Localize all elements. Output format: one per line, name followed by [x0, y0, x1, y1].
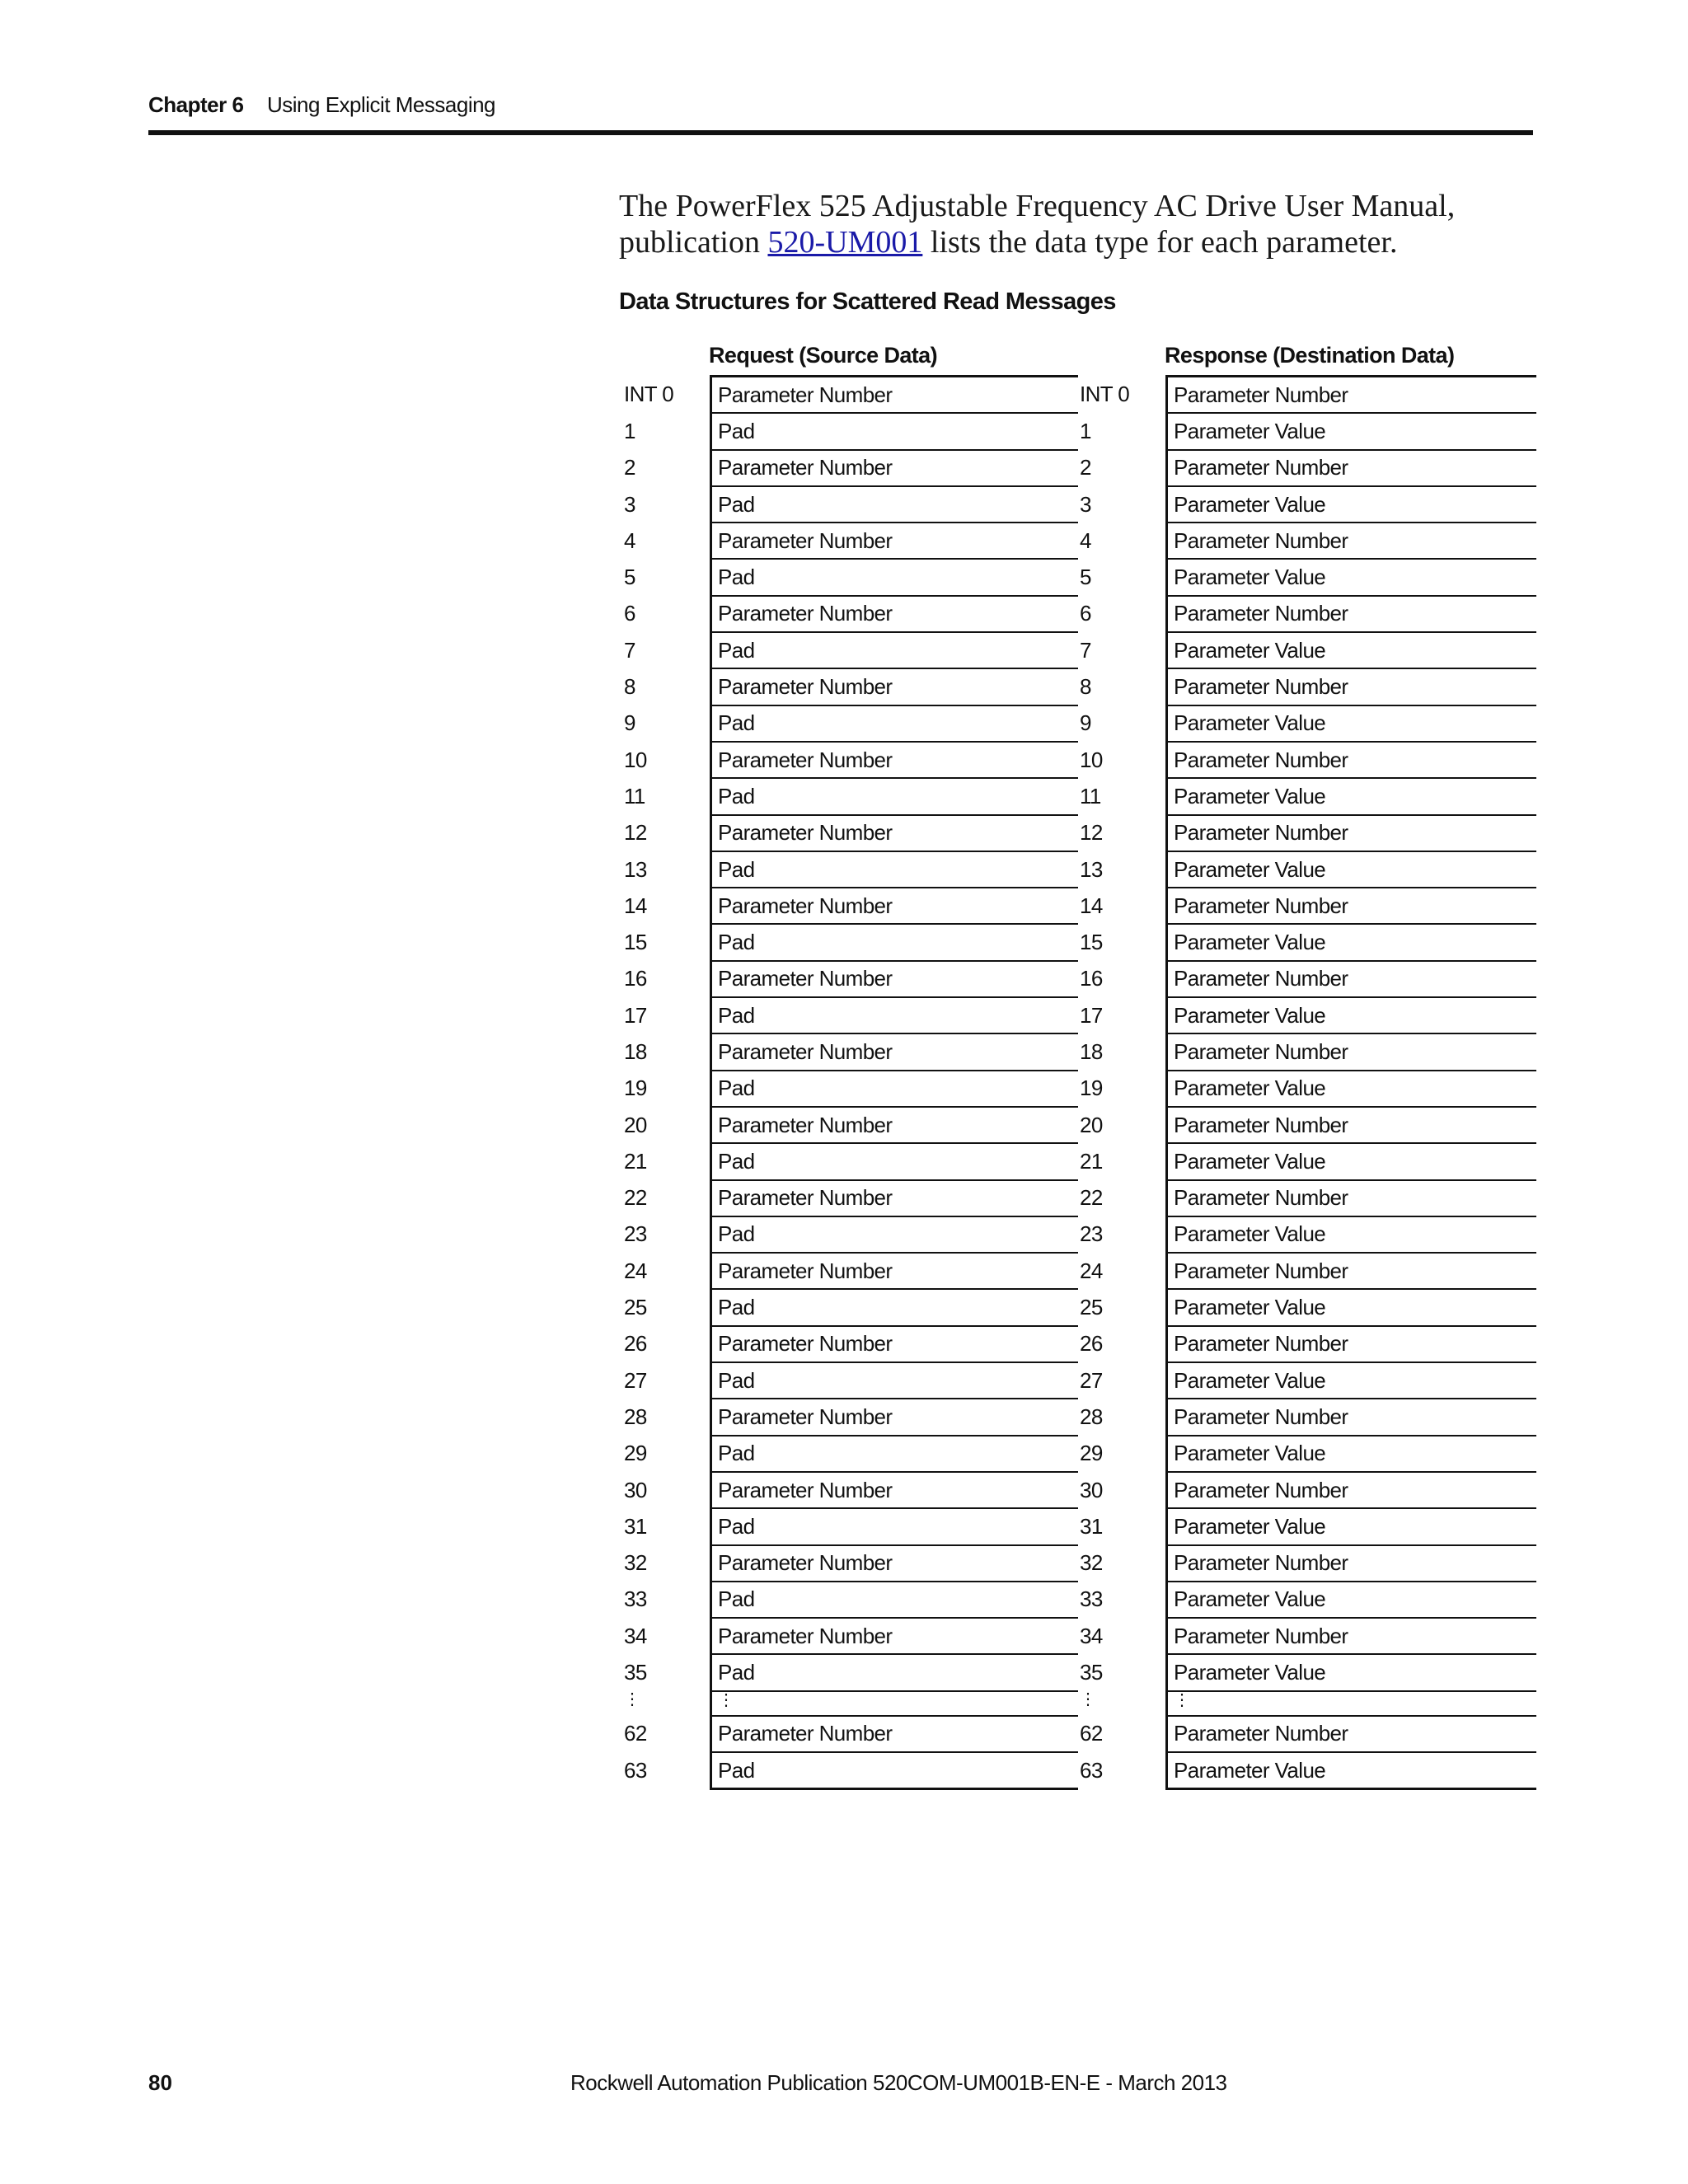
- word-content: Parameter Value: [1167, 1143, 1537, 1179]
- table-row: [619, 596, 1078, 632]
- word-index: 1: [1080, 418, 1091, 443]
- table-row: [619, 486, 1078, 523]
- word-index: 35: [1080, 1660, 1103, 1685]
- table-row: [619, 377, 1078, 414]
- table-row: [619, 632, 1078, 668]
- word-content: Pad: [711, 1752, 1079, 1789]
- word-index: 15: [624, 930, 647, 955]
- table-row: [1075, 1618, 1536, 1654]
- word-index: 19: [1080, 1076, 1103, 1101]
- table-row: [1075, 1033, 1536, 1070]
- word-content: Pad: [711, 1582, 1079, 1618]
- word-index: 9: [1080, 710, 1091, 736]
- table-row: [1075, 851, 1536, 888]
- table-row: [619, 523, 1078, 559]
- word-content: Pad: [711, 413, 1079, 449]
- table-row: [619, 1253, 1078, 1289]
- word-content: Parameter Number: [711, 1716, 1079, 1752]
- word-index: 22: [1080, 1185, 1103, 1211]
- table-row: [619, 1362, 1078, 1399]
- word-index: 24: [1080, 1258, 1103, 1283]
- word-index: 11: [1080, 783, 1101, 808]
- word-index: 31: [1080, 1513, 1103, 1539]
- table-row: [1075, 742, 1536, 778]
- word-index: 20: [624, 1112, 647, 1137]
- table-row: [619, 742, 1078, 778]
- table-row: [1075, 1436, 1536, 1472]
- word-content: Parameter Number: [1167, 1180, 1537, 1216]
- word-content: Parameter Value: [1167, 1289, 1537, 1325]
- word-content: Pad: [711, 486, 1079, 523]
- word-content: Parameter Number: [711, 1326, 1079, 1362]
- word-index: 14: [624, 893, 647, 918]
- word-content: Pad: [711, 1362, 1079, 1399]
- word-content: Parameter Number: [711, 815, 1079, 851]
- word-content: Parameter Value: [1167, 924, 1537, 960]
- word-content: Parameter Number: [1167, 668, 1537, 705]
- word-content: Parameter Number: [711, 1618, 1079, 1654]
- table-row: [1075, 632, 1536, 668]
- word-content: Parameter Value: [1167, 851, 1537, 888]
- response-heading: Response (Destination Data): [1165, 343, 1455, 368]
- word-content: Pad: [711, 924, 1079, 960]
- table-row: [1075, 559, 1536, 595]
- word-content: Parameter Number: [1167, 888, 1537, 924]
- word-index: 4: [624, 527, 635, 553]
- word-index: 17: [1080, 1002, 1103, 1028]
- table-row: [619, 888, 1078, 924]
- table-row: [619, 1618, 1078, 1654]
- table-row: [1075, 523, 1536, 559]
- table-row: [619, 961, 1078, 997]
- word-index: 35: [624, 1660, 647, 1685]
- word-content: Parameter Number: [1167, 1472, 1537, 1508]
- table-row: [1075, 1508, 1536, 1544]
- word-content: Parameter Number: [1167, 450, 1537, 486]
- table-row: [1075, 1180, 1536, 1216]
- word-index: 1: [624, 418, 635, 443]
- table-row: [619, 1472, 1078, 1508]
- table-row: [1075, 668, 1536, 705]
- table-row: [1075, 997, 1536, 1033]
- word-content: ⋮: [711, 1691, 1079, 1716]
- word-index: 17: [624, 1002, 647, 1028]
- word-index: 18: [624, 1038, 647, 1064]
- table-row: [619, 1180, 1078, 1216]
- word-index: 34: [1080, 1623, 1103, 1648]
- table-row: [1075, 888, 1536, 924]
- table-row: [619, 413, 1078, 449]
- word-index: 15: [1080, 930, 1103, 955]
- word-index: 7: [624, 637, 635, 663]
- table-row: [1075, 1716, 1536, 1752]
- table-row: [1075, 377, 1536, 414]
- table-title: Data Structures for Scattered Read Messages: [619, 288, 1116, 315]
- page-number: 80: [148, 2070, 172, 2095]
- word-index: 25: [1080, 1295, 1103, 1320]
- word-content: Parameter Number: [711, 742, 1079, 778]
- publication-footer: Rockwell Automation Publication 520COM-UM001B-EN-E - March 2013: [570, 2070, 1227, 2095]
- word-index: 33: [1080, 1586, 1103, 1612]
- word-content: Parameter Number: [711, 1180, 1079, 1216]
- word-index: 8: [1080, 674, 1091, 700]
- word-index: 25: [624, 1295, 647, 1320]
- word-index: 5: [624, 565, 635, 590]
- table-row: [619, 450, 1078, 486]
- word-index: 29: [624, 1441, 647, 1466]
- word-content: Parameter Value: [1167, 1582, 1537, 1618]
- word-content: Parameter Value: [1167, 413, 1537, 449]
- word-content: Parameter Number: [711, 888, 1079, 924]
- table-row: [619, 1436, 1078, 1472]
- table-row: [619, 1582, 1078, 1618]
- word-index: 28: [624, 1404, 647, 1429]
- table-row: [619, 815, 1078, 851]
- word-content: Pad: [711, 851, 1079, 888]
- word-content: Parameter Number: [1167, 1545, 1537, 1582]
- word-index: 32: [624, 1550, 647, 1576]
- word-content: Parameter Number: [1167, 742, 1537, 778]
- word-content: Parameter Value: [1167, 997, 1537, 1033]
- table-row: [619, 1289, 1078, 1325]
- word-index: 6: [1080, 601, 1091, 626]
- word-content: Parameter Number: [1167, 523, 1537, 559]
- table-row: [619, 1508, 1078, 1544]
- word-content: Parameter Number: [1167, 1399, 1537, 1435]
- word-index: 16: [624, 966, 647, 991]
- word-index: 28: [1080, 1404, 1103, 1429]
- word-index: 63: [1080, 1757, 1103, 1783]
- word-content: Parameter Value: [1167, 1362, 1537, 1399]
- word-index: 14: [1080, 893, 1103, 918]
- word-content: Parameter Number: [1167, 1326, 1537, 1362]
- table-row: [619, 1399, 1078, 1435]
- table-row: [1075, 596, 1536, 632]
- word-content: Parameter Number: [1167, 815, 1537, 851]
- table-row: [1075, 961, 1536, 997]
- table-row: [1075, 815, 1536, 851]
- word-index: 30: [624, 1477, 647, 1502]
- word-index: 32: [1080, 1550, 1103, 1576]
- word-content: Pad: [711, 1071, 1079, 1107]
- word-index: 62: [624, 1721, 647, 1746]
- word-content: Parameter Number: [1167, 1618, 1537, 1654]
- word-index: 21: [624, 1148, 647, 1174]
- word-content: Pad: [711, 705, 1079, 742]
- word-index: 29: [1080, 1441, 1103, 1466]
- word-content: Parameter Number: [711, 377, 1079, 414]
- word-index: 34: [624, 1623, 647, 1648]
- word-index: 23: [1080, 1221, 1103, 1247]
- word-content: Parameter Number: [711, 1472, 1079, 1508]
- word-index: 18: [1080, 1038, 1103, 1064]
- table-row: [1075, 1545, 1536, 1582]
- table-row: [619, 1691, 1078, 1716]
- chapter-title: Using Explicit Messaging: [267, 92, 496, 117]
- page-header: [148, 92, 1533, 135]
- word-content: Parameter Value: [1167, 559, 1537, 595]
- word-content: Parameter Value: [1167, 1071, 1537, 1107]
- word-content: Parameter Number: [711, 961, 1079, 997]
- word-content: ⋮: [1167, 1691, 1537, 1716]
- table-row: [619, 851, 1078, 888]
- intro-text-after: lists the data type for each parameter.: [922, 225, 1398, 260]
- word-content: Pad: [711, 1654, 1079, 1690]
- table-row: [619, 668, 1078, 705]
- table-row: [619, 1033, 1078, 1070]
- table-row: [619, 559, 1078, 595]
- word-content: Pad: [711, 1143, 1079, 1179]
- word-content: Parameter Value: [1167, 1508, 1537, 1544]
- table-row: [1075, 1253, 1536, 1289]
- word-index: 26: [624, 1331, 647, 1357]
- response-table: [1075, 375, 1536, 1790]
- word-index: 30: [1080, 1477, 1103, 1502]
- table-row: [1075, 1582, 1536, 1618]
- table-row: [1075, 1752, 1536, 1789]
- word-index: 31: [624, 1513, 647, 1539]
- table-row: [619, 1545, 1078, 1582]
- word-index: INT 0: [624, 382, 674, 407]
- word-index: 26: [1080, 1331, 1103, 1357]
- word-content: Parameter Number: [711, 450, 1079, 486]
- table-row: [1075, 450, 1536, 486]
- word-content: Parameter Number: [1167, 596, 1537, 632]
- table-row: [1075, 1071, 1536, 1107]
- intro-text-before: The PowerFlex 525 Adjustable Frequency AC Drive User Manual, publication: [619, 189, 1456, 260]
- table-row: [1075, 1362, 1536, 1399]
- word-content: Parameter Number: [1167, 1716, 1537, 1752]
- word-index: 27: [624, 1367, 647, 1393]
- table-row: [619, 705, 1078, 742]
- word-content: Pad: [711, 1216, 1079, 1253]
- word-index: 7: [1080, 637, 1091, 663]
- word-content: Parameter Value: [1167, 1752, 1537, 1789]
- table-row: [1075, 413, 1536, 449]
- word-index: 10: [1080, 747, 1103, 772]
- word-index: 3: [624, 491, 635, 517]
- table-row: [1075, 778, 1536, 814]
- word-index: 6: [624, 601, 635, 626]
- word-index: 22: [624, 1185, 647, 1211]
- word-content: Parameter Number: [711, 1253, 1079, 1289]
- table-row: [619, 997, 1078, 1033]
- word-content: Parameter Value: [1167, 778, 1537, 814]
- word-content: Parameter Number: [1167, 961, 1537, 997]
- word-content: Parameter Number: [711, 668, 1079, 705]
- word-content: Pad: [711, 559, 1079, 595]
- word-content: Parameter Number: [711, 1399, 1079, 1435]
- table-row: [1075, 1289, 1536, 1325]
- word-index: 16: [1080, 966, 1103, 991]
- word-index: 13: [1080, 856, 1103, 882]
- word-index: 24: [624, 1258, 647, 1283]
- word-index: 9: [624, 710, 635, 736]
- word-index: INT 0: [1080, 382, 1130, 407]
- word-index: 8: [624, 674, 635, 700]
- table-row: [619, 924, 1078, 960]
- word-content: Pad: [711, 1508, 1079, 1544]
- table-row: [1075, 705, 1536, 742]
- word-content: Parameter Number: [1167, 1253, 1537, 1289]
- word-content: Pad: [711, 997, 1079, 1033]
- word-index: 2: [1080, 455, 1091, 480]
- word-content: Parameter Number: [711, 1033, 1079, 1070]
- request-table: [619, 375, 1078, 1790]
- word-content: Parameter Number: [711, 1107, 1079, 1143]
- table-row: [1075, 486, 1536, 523]
- word-index: 33: [624, 1586, 647, 1612]
- word-content: Parameter Value: [1167, 486, 1537, 523]
- table-row: [1075, 1326, 1536, 1362]
- word-index: 5: [1080, 565, 1091, 590]
- word-content: Pad: [711, 1289, 1079, 1325]
- word-content: Pad: [711, 778, 1079, 814]
- table-row: [619, 1752, 1078, 1789]
- table-row: [1075, 1143, 1536, 1179]
- word-index: 12: [624, 820, 647, 846]
- word-content: Parameter Value: [1167, 1216, 1537, 1253]
- table-row: [619, 1654, 1078, 1690]
- intro-paragraph: [619, 188, 1542, 260]
- table-row: [1075, 1654, 1536, 1690]
- word-index: 13: [624, 856, 647, 882]
- word-index: 12: [1080, 820, 1103, 846]
- word-index: 21: [1080, 1148, 1103, 1174]
- word-content: Parameter Number: [711, 1545, 1079, 1582]
- table-row: [1075, 1691, 1536, 1716]
- table-row: [619, 1071, 1078, 1107]
- word-index: 19: [624, 1076, 647, 1101]
- table-row: [1075, 1107, 1536, 1143]
- table-row: [619, 778, 1078, 814]
- word-index: 10: [624, 747, 647, 772]
- word-content: Parameter Value: [1167, 705, 1537, 742]
- word-index: 23: [624, 1221, 647, 1247]
- table-row: [619, 1143, 1078, 1179]
- table-row: [619, 1216, 1078, 1253]
- word-index: 4: [1080, 527, 1091, 553]
- word-index: 11: [624, 783, 645, 808]
- word-index: 62: [1080, 1721, 1103, 1746]
- table-row: [619, 1107, 1078, 1143]
- word-index: 27: [1080, 1367, 1103, 1393]
- word-index: 3: [1080, 491, 1091, 517]
- word-index: 20: [1080, 1112, 1103, 1137]
- word-index: 2: [624, 455, 635, 480]
- table-row: [1075, 924, 1536, 960]
- word-content: Parameter Number: [1167, 1107, 1537, 1143]
- table-row: [1075, 1472, 1536, 1508]
- word-content: Pad: [711, 1436, 1079, 1472]
- word-content: Parameter Number: [711, 523, 1079, 559]
- word-content: Parameter Number: [711, 596, 1079, 632]
- word-content: Parameter Value: [1167, 632, 1537, 668]
- word-index: ⋮: [1080, 1690, 1096, 1708]
- word-index: 63: [624, 1757, 647, 1783]
- word-index: ⋮: [624, 1690, 640, 1708]
- table-row: [1075, 1216, 1536, 1253]
- word-content: Parameter Number: [1167, 377, 1537, 414]
- publication-link[interactable]: 520-UM001: [767, 225, 923, 260]
- word-content: Parameter Number: [1167, 1033, 1537, 1070]
- table-row: [619, 1716, 1078, 1752]
- chapter-label: Chapter 6: [148, 92, 244, 117]
- table-row: [619, 1326, 1078, 1362]
- request-heading: Request (Source Data): [709, 343, 937, 368]
- word-content: Pad: [711, 632, 1079, 668]
- word-content: Parameter Value: [1167, 1654, 1537, 1690]
- word-content: Parameter Value: [1167, 1436, 1537, 1472]
- table-row: [1075, 1399, 1536, 1435]
